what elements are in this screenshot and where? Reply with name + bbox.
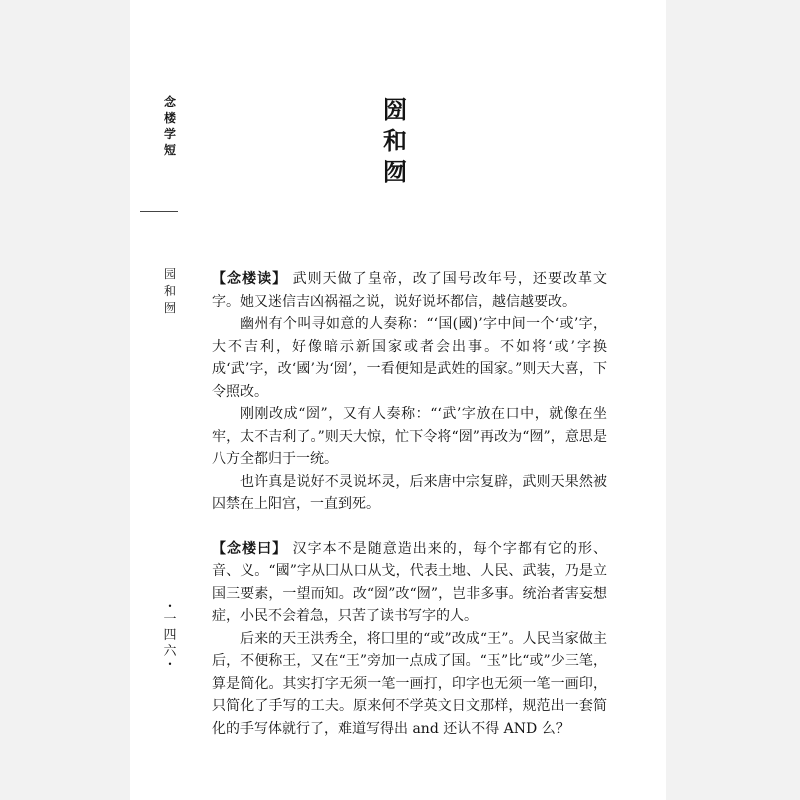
- paragraph-text: 汉字本不是随意造出来的，每个字都有它的形、音、义。“國”字从囗从口从戈，代表土地、人民、武装，乃是立国三要素，一望而知。改“圀”改“囫”，岂非多事。统治者害妄想症，小民不会着急，只苦了读书写字的人。: [212, 540, 608, 624]
- paragraph: [212, 268, 607, 313]
- page-number-char: 一: [163, 612, 177, 627]
- title-char: 囫: [383, 157, 407, 186]
- book-header-char: 念: [163, 95, 176, 109]
- page-number-char: 六: [163, 644, 177, 659]
- paragraph: 刚刚改成“圀”，又有人奏称：“‘武’字放在口中，就像在坐牢，太不吉利了。”则天大惊，忙下令将“圀”再改为“囫”，意思是八方全都归于一统。: [212, 406, 607, 467]
- book-header-char: 短: [163, 143, 176, 157]
- page-number-char: 四: [163, 628, 177, 643]
- page-number-dot: •: [167, 602, 173, 611]
- title-char: 和: [383, 126, 407, 155]
- section-header-char: 囫: [163, 301, 176, 315]
- page-number-dot: •: [167, 660, 173, 669]
- page-number: [150, 602, 190, 670]
- book-header-char: 楼: [163, 111, 176, 125]
- section-header-char: 和: [163, 284, 176, 298]
- title-char: 圀: [383, 95, 407, 124]
- paragraph: 也许真是说好不灵说坏灵，后来唐中宗复辟，武则天果然被囚禁在上阳宫，一直到死。: [212, 473, 607, 512]
- paragraph: 幽州有个叫寻如意的人奏称：“‘国(國)’字中间一个‘或’字，大不吉利，好像暗示新国家或者会出事。不如将‘或’字换成‘武’字，改‘國’为‘圀’，一看便知是武姓的国家。”则天大喜，下令照改。: [212, 316, 607, 400]
- page-title: [375, 94, 415, 187]
- book-header: [150, 94, 190, 158]
- say-tag: 【念楼曰】: [212, 540, 288, 557]
- section-gap: [212, 516, 607, 538]
- body-text: [212, 268, 607, 740]
- paragraph-text: 武则天做了皇帝，改了国号改年号，还要改革文字。她又迷信吉凶祸福之说，说好说坏都信，越信越要改。: [212, 271, 608, 310]
- section-header: [150, 266, 190, 317]
- paragraph: 后来的天王洪秀全，将囗里的“或”改成“王”。人民当家做主后，不便称王，又在“王”旁加一点成了国。“玉”比“或”少三笔，算是简化。其实打字无须一笔一画打，印字也无须一笔一画印，只简化了手写的工夫。原来何不学英文日文那样，规范出一套简化的手写体就行了，难道写得出 and 还认不得 AND 么？: [212, 630, 607, 737]
- read-tag: 【念楼读】: [212, 271, 288, 287]
- book-page: [130, 0, 666, 800]
- section-header-char: 园: [163, 267, 176, 281]
- header-divider: [140, 211, 178, 212]
- paragraph: [212, 538, 607, 628]
- book-header-char: 学: [163, 127, 176, 141]
